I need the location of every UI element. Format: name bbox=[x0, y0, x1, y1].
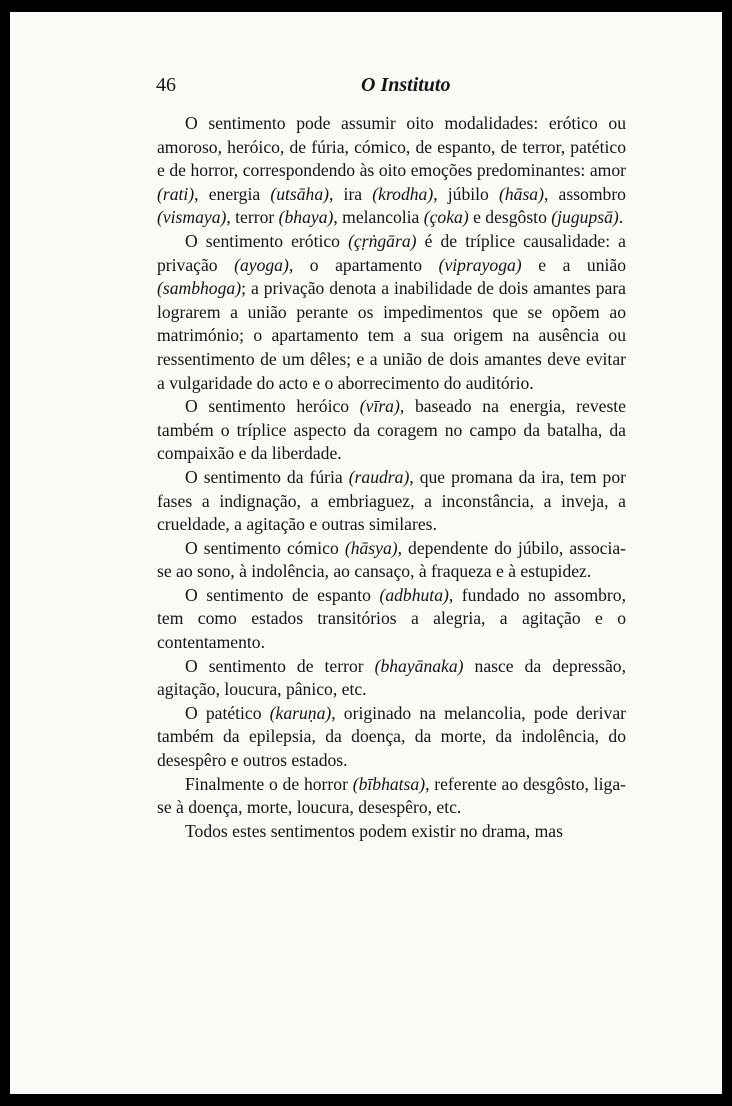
text-run: ; a privação denota a inabilidade de dois amantes para lograrem a união perante os impedimentos que se opõem ao matrimónio; o apartamento tem a sua origem na ausência ou ressentimento de um dêles; e a união de dois amantes deve evitar a vulgaridade do acto e o aborrecimento do auditório. bbox=[157, 278, 626, 393]
sanskrit-term: (çṛṅgāra) bbox=[348, 230, 417, 251]
sanskrit-term: (hāsa) bbox=[499, 183, 544, 204]
sanskrit-term: (bībhatsa) bbox=[352, 773, 426, 794]
sanskrit-term: (viprayoga) bbox=[438, 254, 522, 275]
paragraph-wonder bbox=[157, 584, 626, 655]
paragraph-terror bbox=[157, 655, 626, 702]
sanskrit-term: (bhaya) bbox=[278, 207, 334, 228]
text-run: nasce da depressão, agitação, loucura, pânico, etc. bbox=[157, 655, 626, 700]
text-run: , terror bbox=[226, 207, 279, 228]
text-run: , referente ao desgôsto, liga-se à doença, morte, loucura, desespêro, etc. bbox=[157, 773, 626, 818]
text-run: , o apartamento bbox=[288, 254, 439, 275]
text-run: Todos estes sentimentos podem existir no drama, mas bbox=[185, 820, 563, 841]
paragraph-fury bbox=[157, 466, 626, 537]
sanskrit-term: (vismaya) bbox=[157, 207, 227, 228]
text-run: , baseado na energia, reveste também o tríplice aspecto da coragem no campo da batalha, da compaixão e da liberdade. bbox=[157, 396, 626, 464]
body-text bbox=[157, 112, 626, 843]
text-run: , assombro bbox=[543, 183, 626, 204]
text-run: é de tríplice causalidade: a privação bbox=[157, 230, 626, 275]
text-run: , ira bbox=[328, 183, 373, 204]
paragraph-comic bbox=[157, 537, 626, 584]
text-run: O sentimento heróico bbox=[185, 396, 360, 417]
sanskrit-term: (adbhuta) bbox=[379, 584, 449, 605]
sanskrit-term: (ayoga) bbox=[234, 254, 289, 275]
page-number: 46 bbox=[156, 74, 176, 96]
text-run: O sentimento cómico bbox=[185, 537, 345, 558]
sanskrit-term: (hāsya) bbox=[344, 537, 398, 558]
sanskrit-term: (krodha) bbox=[372, 183, 434, 204]
sanskrit-term: (çoka) bbox=[423, 207, 469, 228]
paragraph-closing bbox=[157, 820, 626, 844]
paragraph-horror bbox=[157, 773, 626, 820]
text-run: , originado na melancolia, pode derivar também da epilepsia, da doença, da morte, da indolência, do desespêro e outros estados. bbox=[157, 702, 626, 771]
sanskrit-term: (rati) bbox=[157, 183, 195, 204]
text-run: e desgôsto bbox=[468, 207, 552, 228]
text-run: . bbox=[618, 207, 624, 228]
text-run: O sentimento de espanto bbox=[185, 584, 380, 605]
sanskrit-term: (jugupsā) bbox=[551, 207, 619, 228]
running-title: O Instituto bbox=[361, 74, 451, 96]
sanskrit-term: (raudra) bbox=[348, 466, 410, 487]
paragraph-heroic bbox=[157, 395, 626, 466]
text-run: Finalmente o de horror bbox=[185, 773, 353, 794]
sanskrit-term: (bhayānaka) bbox=[374, 655, 464, 676]
text-run: O sentimento da fúria bbox=[185, 466, 349, 487]
text-run: O sentimento pode assumir oito modalidades: erótico ou amoroso, heróico, de fúria, cómico, de espanto, de terror, patético e de horror, correspondendo às oito emoções predominantes: amor bbox=[157, 113, 626, 181]
sanskrit-term: (sambhoga) bbox=[157, 278, 242, 299]
text-run: , dependente do júbilo, associa-se ao sono, à indolência, ao cansaço, à fraqueza e à estupidez. bbox=[157, 537, 627, 582]
text-run: , energia bbox=[194, 183, 271, 204]
paragraph-modalities bbox=[157, 112, 626, 230]
text-run: , júbilo bbox=[433, 183, 499, 204]
page-header bbox=[156, 74, 626, 100]
sanskrit-term: (utsāha) bbox=[270, 183, 329, 204]
text-run: , que promana da ira, tem por fases a indignação, a embriaguez, a inconstância, a inveja, a crueldade, a agitação e outras similares. bbox=[157, 466, 627, 535]
text-run: O sentimento erótico bbox=[185, 230, 349, 251]
sanskrit-term: (vīra) bbox=[359, 396, 400, 417]
text-run: O sentimento de terror bbox=[185, 655, 375, 676]
paragraph-pathetic bbox=[157, 702, 626, 773]
text-run: O patético bbox=[185, 702, 270, 723]
text-run: e a união bbox=[521, 254, 627, 275]
paragraph-erotic bbox=[157, 230, 626, 395]
text-run: , fundado no assombro, tem como estados transitórios a alegria, a agitação e o contentamento. bbox=[157, 584, 626, 653]
book-page bbox=[10, 12, 722, 1094]
text-run: , melancolia bbox=[333, 207, 424, 228]
sanskrit-term: (karuṇa) bbox=[269, 702, 332, 723]
